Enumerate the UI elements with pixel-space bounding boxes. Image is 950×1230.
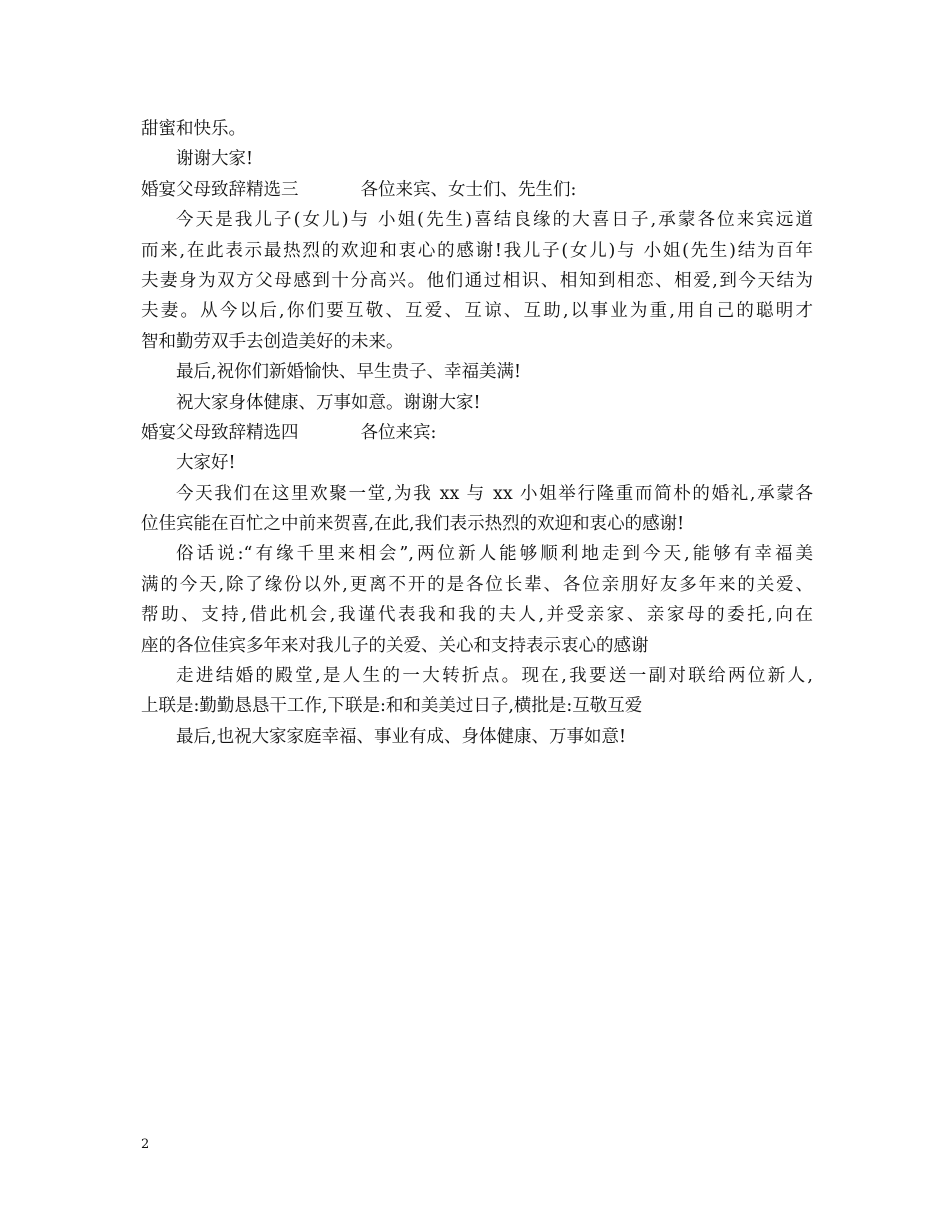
heading-salutation: 各位来宾、女士们、先生们: <box>360 179 577 200</box>
text-line: 上联是:勤勤恳恳干工作,下联是:和和美美过日子,横批是:互敬互爱 <box>141 696 643 717</box>
text-line: 今天是我儿子(女儿)与 小姐(先生)喜结良缘的大喜日子,承蒙各位来宾远道 <box>176 210 813 231</box>
heading-salutation: 各位来宾: <box>360 422 437 443</box>
text-line: 最后,祝你们新婚愉快、早生贵子、幸福美满! <box>176 362 522 383</box>
text-line: 而来,在此表示最热烈的欢迎和衷心的感谢!我儿子(女儿)与 小姐(先生)结为百年 <box>141 240 813 261</box>
section-heading-4 <box>141 418 813 448</box>
text-line: 满的今天,除了缘份以外,更离不开的是各位长辈、各位亲朋好友多年来的关爱、 <box>141 574 813 595</box>
text-line: 夫妻身为双方父母感到十分高兴。他们通过相识、相知到相恋、相爱,到今天结为 <box>141 270 813 291</box>
text-line: 今天我们在这里欢聚一堂,为我 xx 与 xx 小姐举行隆重而简朴的婚礼,承蒙各 <box>176 483 813 504</box>
heading-title: 婚宴父母致辞精选三 <box>141 179 299 200</box>
text-line: 夫妻。从今以后,你们要互敬、互爱、互谅、互助,以事业为重,用自己的聪明才 <box>141 301 813 322</box>
text-line: 位佳宾能在百忙之中前来贺喜,在此,我们表示热烈的欢迎和衷心的感谢! <box>141 514 685 535</box>
text-line: 谢谢大家! <box>176 149 254 170</box>
text-line: 俗话说:“有缘千里来相会”,两位新人能够顺利地走到今天,能够有幸福美 <box>176 544 813 565</box>
section-heading-3 <box>141 175 813 205</box>
text-line: 帮助、支持,借此机会,我谨代表我和我的夫人,并受亲家、亲家母的委托,向在 <box>141 605 813 626</box>
page-number: 2 <box>141 1137 150 1152</box>
text-line: 最后,也祝大家家庭幸福、事业有成、身体健康、万事如意! <box>176 726 627 747</box>
text-line: 甜蜜和快乐。 <box>141 119 246 139</box>
text-line: 大家好! <box>176 453 236 474</box>
heading-title: 婚宴父母致辞精选四 <box>141 422 299 443</box>
document-body <box>141 114 813 752</box>
text-line: 祝大家身体健康、万事如意。谢谢大家! <box>176 392 481 413</box>
text-line: 智和勤劳双手去创造美好的未来。 <box>141 331 404 352</box>
text-line: 走进结婚的殿堂,是人生的一大转折点。现在,我要送一副对联给两位新人, <box>176 666 813 687</box>
text-line: 座的各位佳宾多年来对我儿子的关爱、关心和支持表示衷心的感谢 <box>141 635 649 656</box>
